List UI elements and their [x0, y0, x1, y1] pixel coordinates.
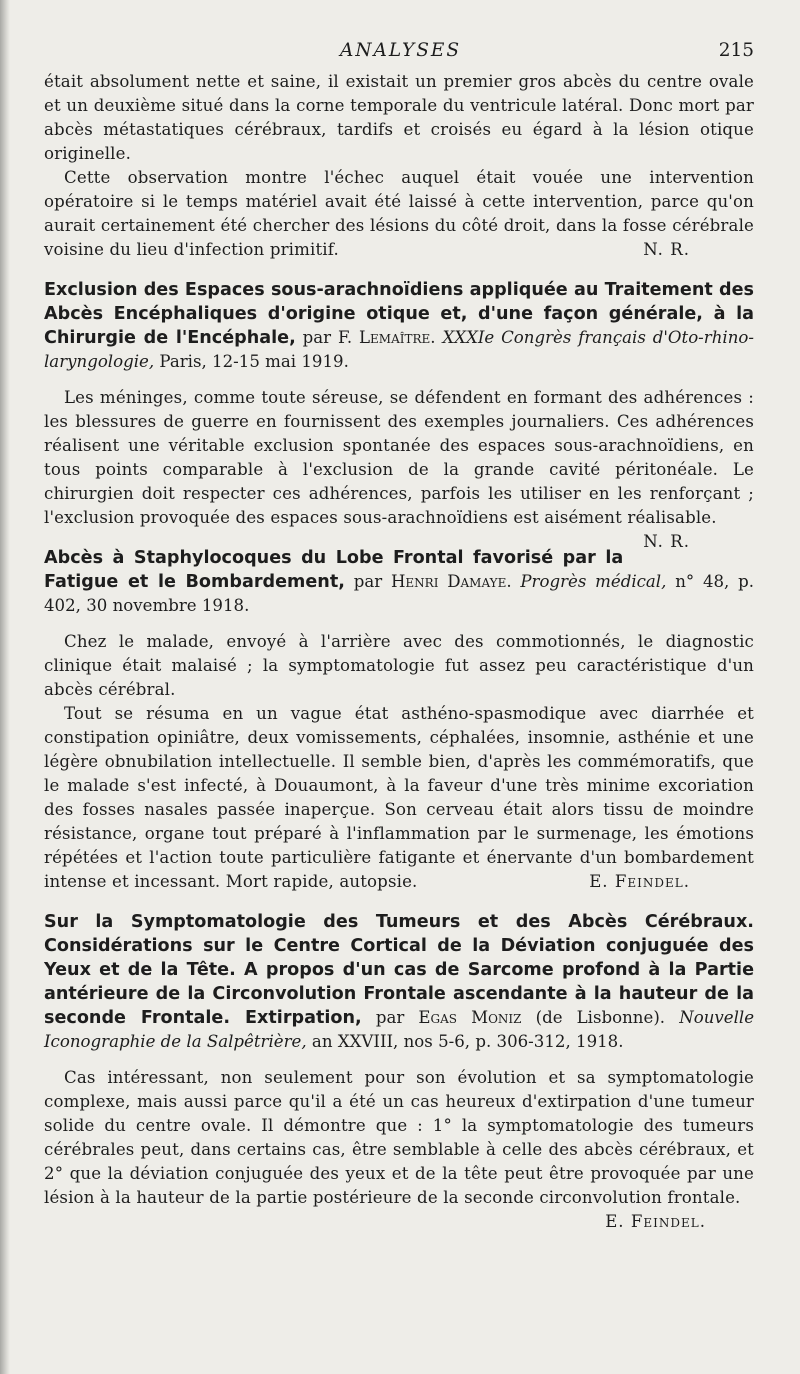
running-title: ANALYSES — [340, 40, 462, 61]
article-3-paragraph-1: Cas intéressant, non seulement pour son évolution et sa symptomatologie complexe, mais aussi parce qu'il a été un cas heureux d'extirpation d'une tumeur solide du centre ovale. Il démontre que : 1° la symptomatologie des tumeurs cérébrales peut, dans certains cas, être semblable à celle des abcès cérébraux, et 2° que la déviation conjuguée des yeux et de la tête peut être provoquée par une lésion à la hauteur de la partie postérieure de la seconde circonvolution frontale. — [44, 1068, 754, 1207]
intro-paragraph-2-text: Cette observation montre l'échec auquel était vouée une intervention opératoire si le temps matériel avait été laissé à cette intervention, parce qu'on aurait certainement été chercher des lésions du côté droit, dans la fosse cérébrale voisine du lieu d'infection primitif. — [44, 168, 754, 259]
article-2-source-details: n° 48, p. 402, 30 novembre 1918. — [44, 572, 755, 615]
article-1-signature: N. R. — [643, 532, 690, 551]
article-1-title — [44, 278, 754, 373]
article-2-by: par — [353, 572, 383, 591]
article-3-source-details: an XXVIII, nos 5-6, p. 306-312, 1918. — [311, 1032, 624, 1051]
article-1-heading: Exclusion des Espaces sous-arachnoïdiens appliquée au Traitement des Abcès Encéphaliques d'origine otique et, d'une façon générale, à la Chirurgie de l'Encéphale, — [44, 280, 754, 348]
article-2-heading: Abcès à Staphylocoques du Lobe Frontal favorisé par la Fatigue et le Bombardement, — [44, 548, 624, 592]
article-1-paragraph-1 — [44, 386, 754, 551]
article-2-title — [44, 546, 754, 617]
article-1-by: par — [302, 328, 332, 347]
article-3-title — [44, 910, 754, 1053]
article-3-author: Egas Moniz — [418, 1008, 522, 1027]
article-1-paragraph-1-text: Les méninges, comme toute séreuse, se défendent en formant des adhérences : les blessures de guerre en fournissent des exemples journaliers. Ces adhérences réalisent une véritable exclusion spontanée des espaces sous-arachnoïdiens, en tous points comparable à l'exclusion de la grande cavité péritonéale. Le chirurgien doit respecter ces adhérences, parfois les utiliser en les renforçant ; l'exclusion provoquée des espaces sous-arachnoïdiens est aisément réalisable. — [44, 388, 754, 527]
article-2-signature: E. Feindel. — [589, 872, 690, 891]
article-3-signature: E. Feindel. — [605, 1212, 706, 1231]
article-1-author: F. Lemaître. — [337, 328, 436, 347]
article-3-source: Nouvelle Iconographie de la Salpêtrière, — [44, 1008, 755, 1051]
article-3-heading: Sur la Symptomatologie des Tumeurs et des Abcès Cérébraux. Considérations sur le Centre Cortical de la Déviation conjuguée des Yeux et de la Tête. A propos d'un cas de Sarcome profond à la Partie antérieure de la Circonvolution Frontale ascendante à la hauteur de la seconde Frontale. Extirpation, — [44, 912, 754, 1028]
article-2-paragraph-2-text: Tout se résuma en un vague état asthéno-spasmodique avec diarrhée et constipation opiniâtre, deux vomissements, céphalées, insomnie, asthénie et une légère obnubilation intellectuelle. Il semble bien, d'après les commémoratifs, que le malade s'est infecté, à Douaumont, à la faveur d'une très minime excoriation des fosses nasales passée inaperçue. Son cerveau était alors tissu de moindre résistance, organe tout préparé à l'inflammation par le surmenage, les émotions répétées et l'action toute particulière fatigante et énervante d'un bombardement intense et incessant. Mort rapide, autopsie. — [44, 704, 754, 891]
intro-paragraph-2 — [44, 166, 754, 262]
page — [44, 40, 754, 1234]
page-edge-shadow — [0, 0, 10, 1374]
article-2-paragraph-2 — [44, 702, 754, 894]
article-2-paragraph-1: Chez le malade, envoyé à l'arrière avec des commotionnés, le diagnostic clinique était malaisé ; la symptomatologie fut assez peu caractéristique d'un abcès cérébral. — [44, 632, 754, 699]
article-3-by: par — [375, 1008, 405, 1027]
article-2-author: Henri Damaye. — [390, 572, 512, 591]
article-1-source: XXXIe Congrès français d'Oto-rhino-laryngologie, — [44, 328, 754, 371]
intro-paragraph-1: était absolument nette et saine, il existait un premier gros abcès du centre ovale et un deuxième situé dans la corne temporale du ventricule latéral. Donc mort par abcès métastatiques cérébraux, tardifs et croisés eu égard à la lésion otique originelle. — [44, 72, 754, 163]
intro-signature: N. R. — [643, 240, 690, 259]
running-header — [44, 40, 754, 70]
page-number: 215 — [718, 40, 754, 61]
article-1-source-details: Paris, 12-15 mai 1919. — [159, 352, 349, 371]
article-3-affiliation: (de Lisbonne). — [535, 1008, 666, 1027]
article-2-source: Progrès médical, — [520, 572, 667, 591]
